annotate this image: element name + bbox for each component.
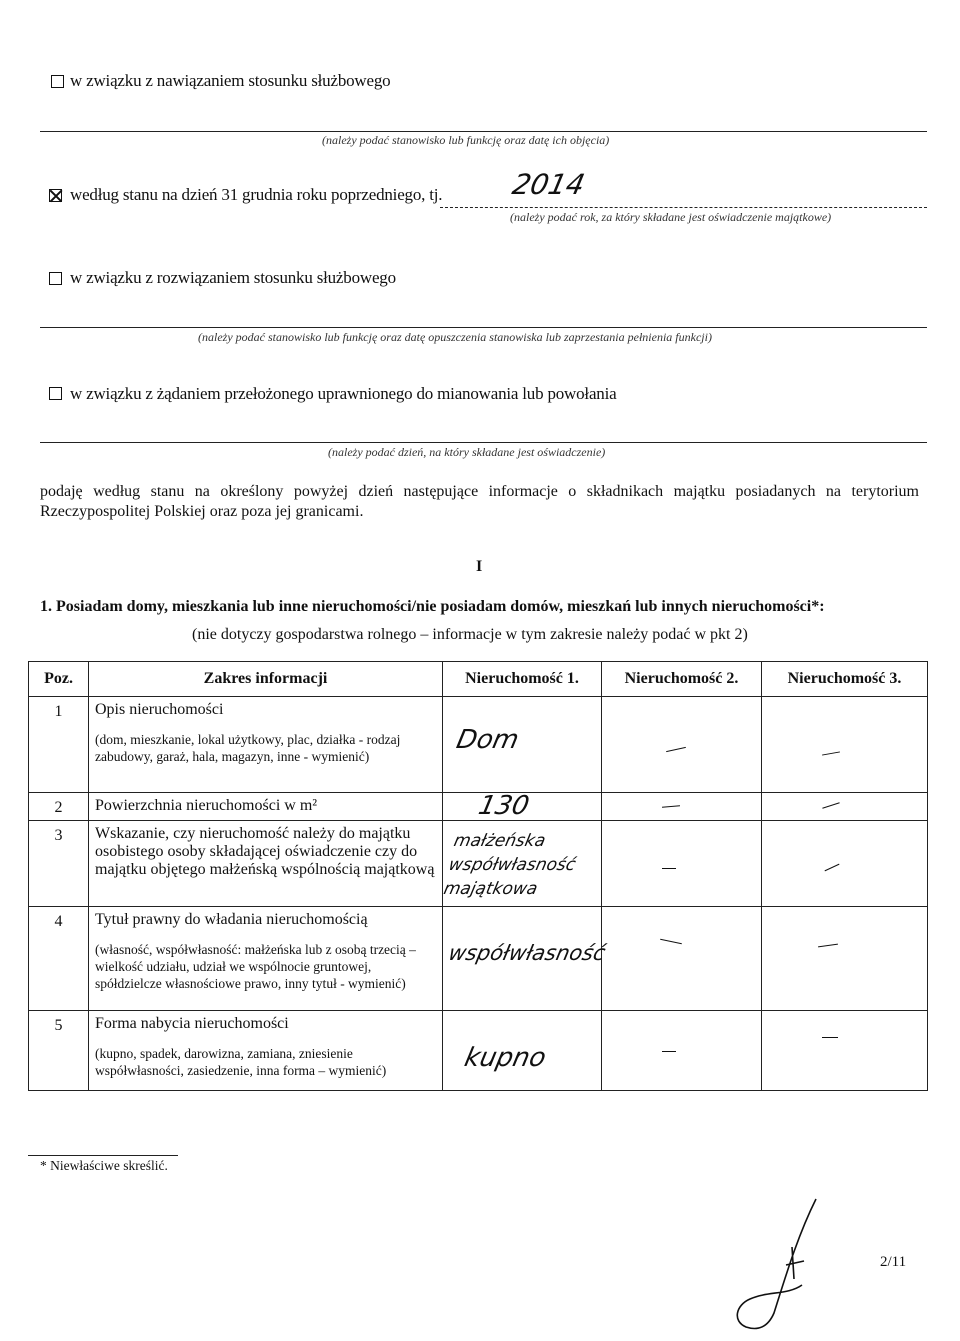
row-number: 2 [29,793,89,821]
section-heading: 1. Posiadam domy, mieszkania lub inne nieruchomości/nie posiadam domów, mieszkań lub innych nieruchomości*: [40,598,825,615]
handwritten-value: Dom [453,725,522,755]
fill-line-2 [440,207,927,208]
section-subheading: (nie dotyczy gospodarstwa rolnego – informacje w tym zakresie należy podać w pkt 2) [192,626,748,643]
header-property-1: Nieruchomość 1. [443,662,602,697]
table-row [29,821,928,907]
row-label [89,821,443,907]
row-number: 4 [29,907,89,1011]
row-value-3 [762,1011,928,1091]
row-number: 1 [29,697,89,793]
checkbox-employment-end[interactable] [49,272,62,285]
row-value-3 [762,793,928,821]
row-number: 5 [29,1011,89,1091]
dash-mark [662,868,676,869]
row-subtext: (kupno, spadek, darowizna, zamiana, zniesienie współwłasności, zasiedzenie, inna forma – wymienić) [95,1046,387,1078]
header-property-2: Nieruchomość 2. [602,662,762,697]
row-value-1 [443,1011,602,1091]
row-subtext: (własność, współwłasność: małżeńska lub z osobą trzecią – wielkość udziału, udział we wspólnocie gruntowej, spółdzielcze własnościowe prawo, inny tytuł - wymienić) [95,942,416,991]
row-title: Powierzchnia nieruchomości w m² [95,797,318,814]
fill-line-4 [40,442,927,443]
row-value-1 [443,821,602,907]
section-number: I [476,558,483,575]
row-title: Forma nabycia nieruchomości [95,1015,289,1032]
dash-mark [822,1037,838,1038]
footnote: * Niewłaściwe skreślić. [40,1158,168,1173]
checkbox-employment-start[interactable] [51,75,64,88]
dash-mark [818,944,838,948]
row-value-3 [762,907,928,1011]
hint-employment-start: (należy podać stanowisko lub funkcję oraz datę ich objęcia) [322,133,610,147]
hint-supervisor-request: (należy podać dzień, na który składane jest oświadczenie) [328,445,606,459]
intro-paragraph: podaję według stanu na określony powyżej dzień następujące informacje o składnikach majątku posiadanych na terytorium Rzeczypospolitej Polskiej oraz poza jej granicami. [40,483,919,520]
hint-employment-end: (należy podać stanowisko lub funkcję oraz datę opuszczenia stanowiska lub zaprzestania pełnienia funkcji) [198,330,712,344]
row-label [89,907,443,1011]
signature-mark [728,1195,838,1335]
row-value-1 [443,907,608,1011]
fill-line-3 [40,327,927,328]
page-number: 2/11 [880,1254,907,1270]
handwritten-value: kupno [461,1043,549,1073]
row-number: 3 [29,821,89,907]
handwritten-value: współwłasność [446,941,608,965]
dash-mark [662,805,680,808]
row-label [89,697,443,793]
real-estate-table [28,661,928,1091]
row-value-2 [602,793,762,821]
header-scope: Zakres informacji [89,662,443,697]
option-supervisor-request: w związku z żądaniem przełożonego uprawnionego do mianowania lub powołania [70,384,617,403]
row-value-3 [762,821,928,907]
row-subtext: (dom, mieszkanie, lokal użytkowy, plac, działka - rodzaj zabudowy, garaż, hala, magazyn, inne - wymienić) [95,732,401,764]
header-pos: Poz. [29,662,89,697]
dash-mark [660,939,682,945]
table-row [29,1011,928,1091]
row-value-3 [762,697,928,793]
checkbox-annual-state[interactable] [49,189,62,202]
hint-annual-state: (należy podać rok, za który składane jest oświadczenie majątkowe) [510,210,832,224]
dash-mark [822,751,840,755]
table-row [29,793,928,821]
row-value-1 [443,697,602,793]
handwritten-year: 2014 [509,168,588,201]
row-value-2 [602,907,762,1011]
row-title: Opis nieruchomości [95,701,224,718]
fill-line-1 [40,131,927,132]
row-title: Tytuł prawny do władania nieruchomością [95,911,368,928]
footnote-rule [28,1155,178,1156]
header-property-3: Nieruchomość 3. [762,662,928,697]
dash-mark [662,1051,676,1052]
checkbox-supervisor-request[interactable] [49,387,62,400]
option-employment-start: w związku z nawiązaniem stosunku służbowego [70,71,391,90]
table-header-row [29,662,928,697]
handwritten-value: 130 [475,791,532,821]
row-label [89,1011,443,1091]
row-value-2 [602,697,762,793]
table-row [29,697,928,793]
row-label [89,793,443,821]
option-employment-end: w związku z rozwiązaniem stosunku służbowego [70,268,396,287]
row-title: Wskazanie, czy nieruchomość należy do majątku osobistego osoby składającej oświadczenie czy do majątku objętego małżeńską wspólnością majątkową [95,825,435,878]
table-row [29,907,928,1011]
option-annual-state: według stanu na dzień 31 grudnia roku poprzedniego, tj. [70,185,443,204]
row-value-2 [602,821,762,907]
row-value-1 [443,793,602,821]
dash-mark [825,864,840,872]
row-value-2 [602,1011,762,1091]
handwritten-value: małżeńska współwłasność majątkowa [441,831,578,899]
dash-mark [666,747,686,752]
dash-mark [822,802,839,809]
